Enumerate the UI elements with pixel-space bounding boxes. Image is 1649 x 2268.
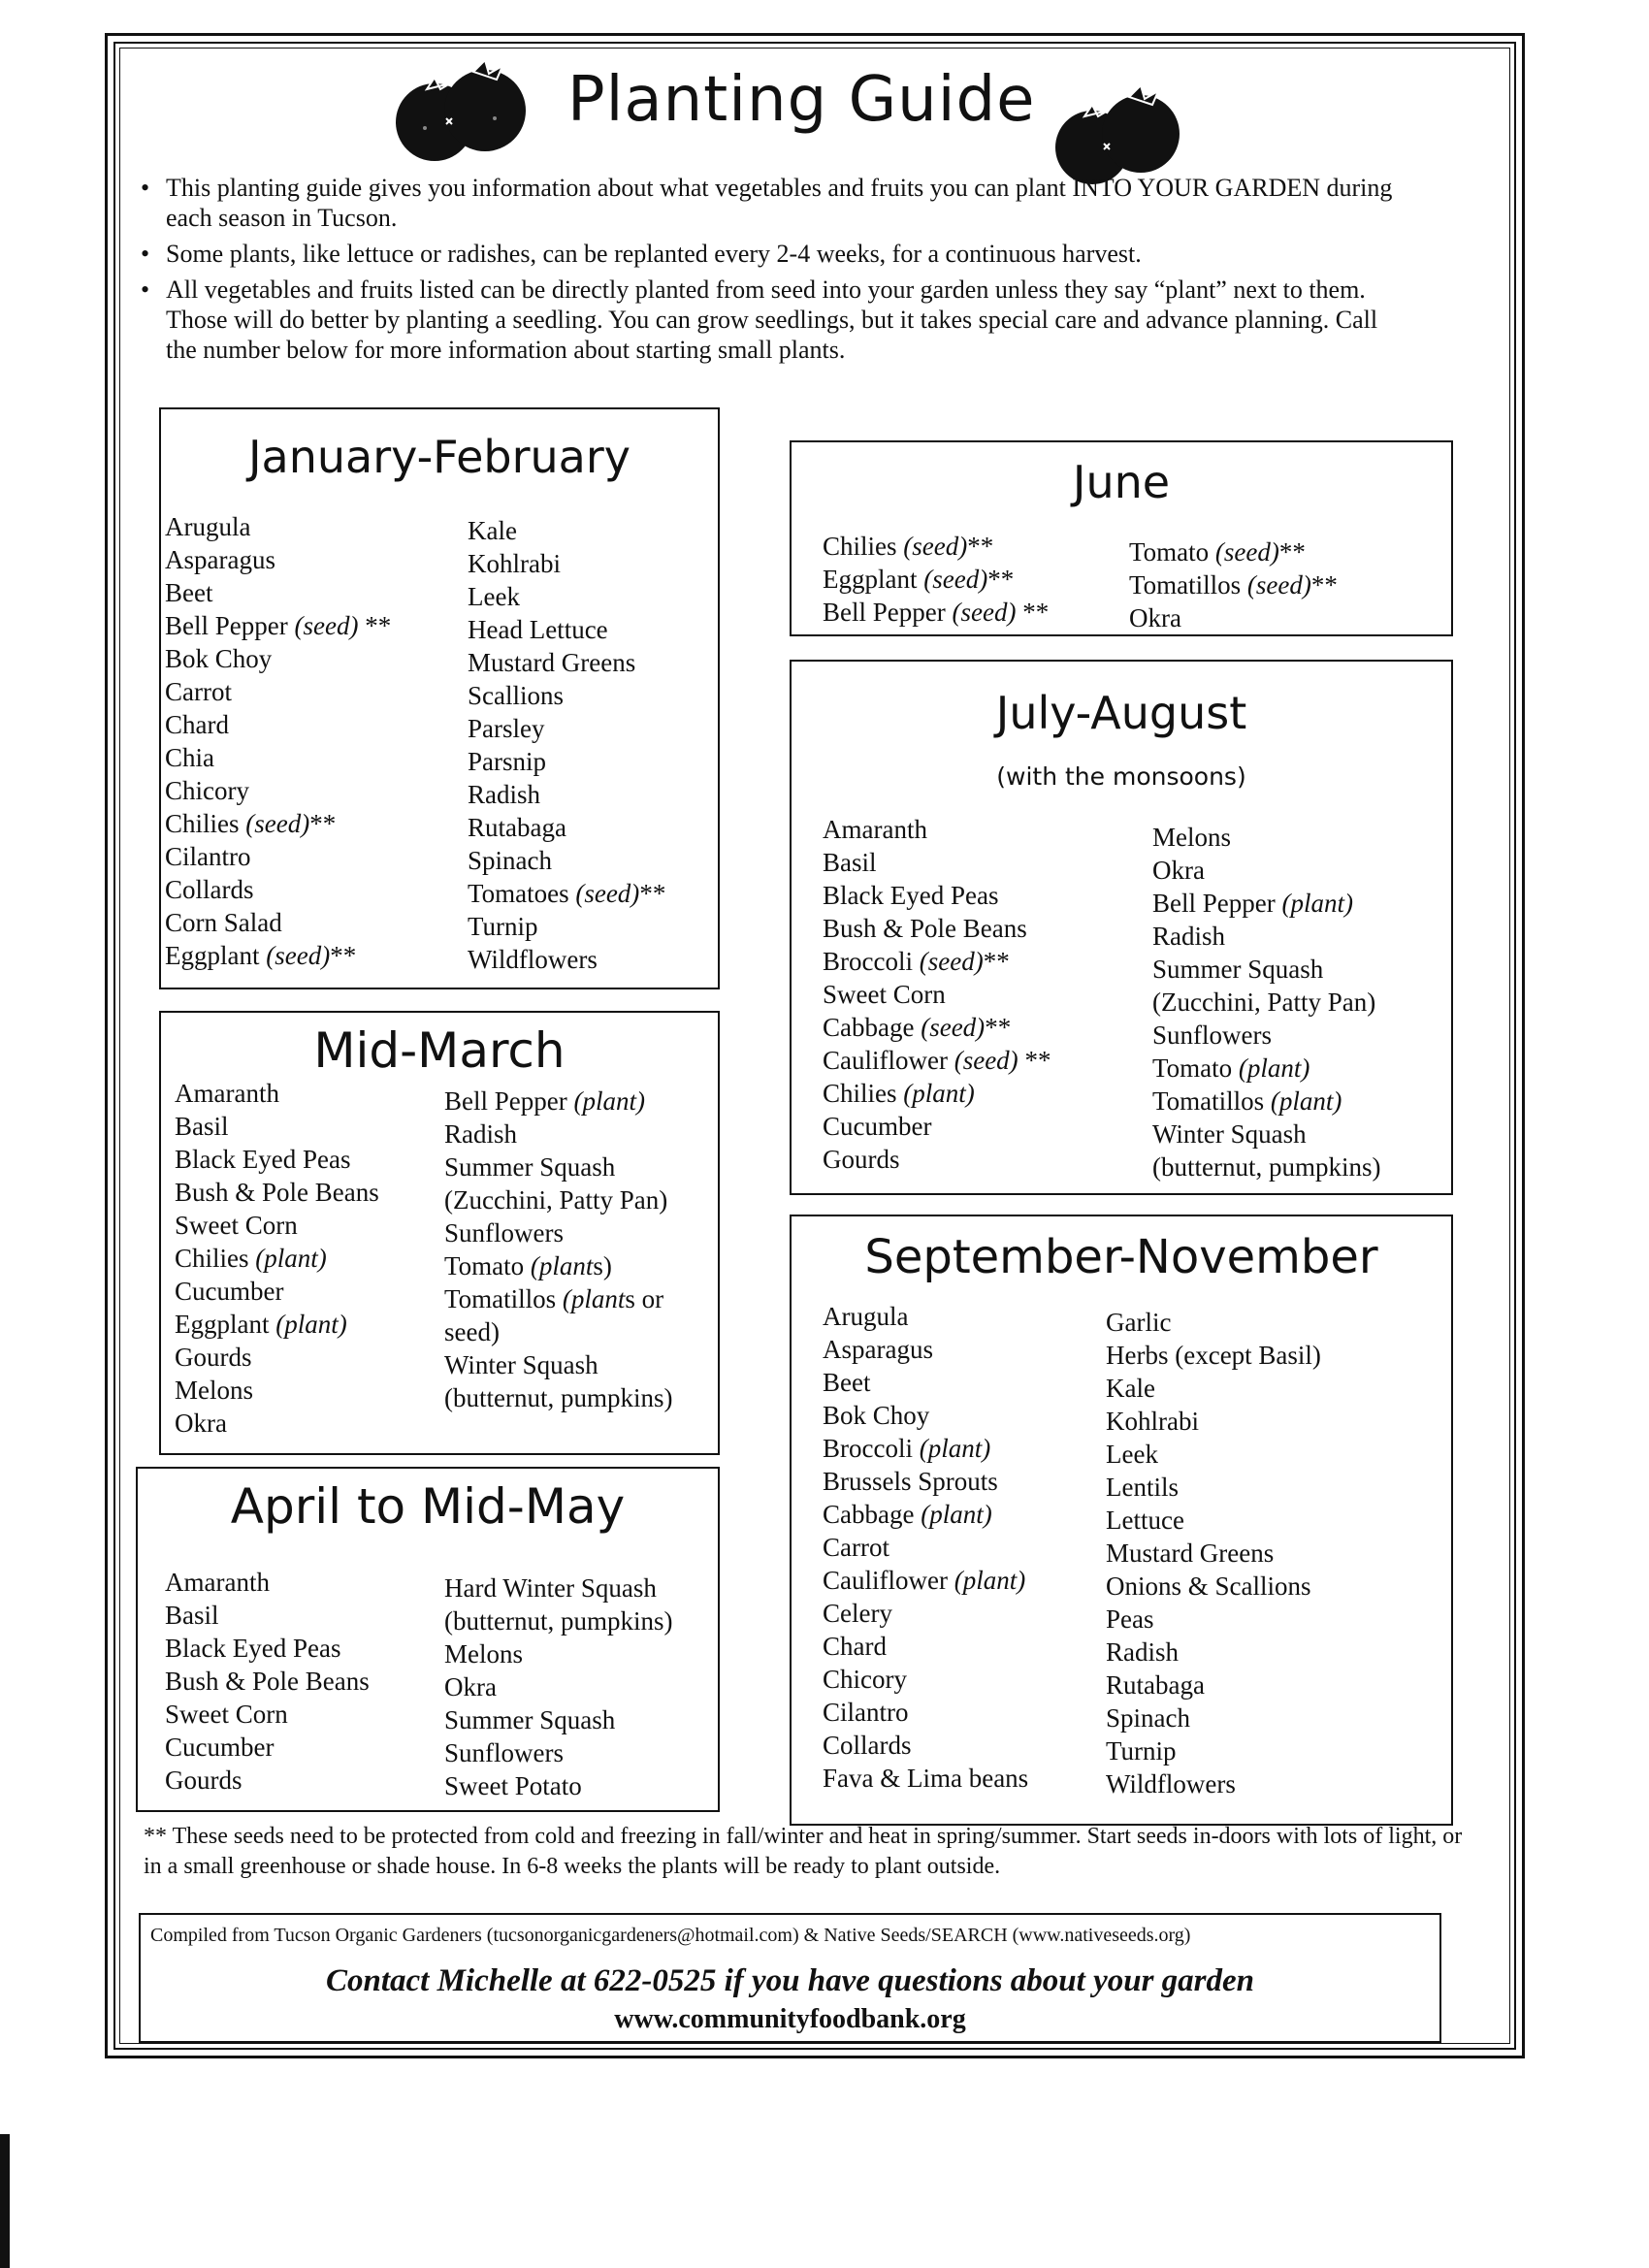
section-title: Mid-March (313, 1022, 566, 1079)
list-item: Leek (1106, 1440, 1158, 1469)
list-item: Radish (1106, 1637, 1180, 1667)
list-item: Cauliflower (plant) (823, 1566, 1026, 1595)
list-item: Sweet Corn (823, 980, 946, 1009)
list-item: Kale (1106, 1374, 1155, 1403)
list-item: Corn Salad (165, 908, 282, 937)
section-september-november (790, 1215, 1453, 1826)
list-item: Scallions (468, 681, 564, 710)
list-item: Kale (468, 516, 517, 545)
list-item: Okra (175, 1409, 227, 1438)
list-item: Melons (444, 1639, 523, 1669)
list-item: Winter Squash (1152, 1119, 1307, 1149)
list-item: Tomatillos (seed)** (1129, 570, 1338, 599)
plant-list (165, 510, 391, 972)
plant-list (823, 813, 1051, 1176)
list-item: Winter Squash (444, 1350, 598, 1379)
list-item: Chia (165, 743, 214, 772)
list-item: (Zucchini, Patty Pan) (444, 1185, 668, 1215)
contact-line: Contact Michelle at 622-0525 if you have questions about your garden (325, 1963, 1255, 1998)
list-item: Chicory (823, 1665, 907, 1694)
section-title: July-August (995, 687, 1247, 739)
list-item: (Zucchini, Patty Pan) (1152, 988, 1376, 1017)
list-item: Radish (468, 780, 541, 809)
list-item: Beet (165, 578, 213, 607)
list-item: Bell Pepper (plant) (1152, 889, 1353, 918)
list-item: Tomato (plants) (444, 1251, 612, 1280)
list-item: Amaranth (823, 815, 927, 844)
list-item: Garlic (1106, 1308, 1172, 1337)
plant-list (444, 1085, 672, 1414)
list-item: Gourds (165, 1766, 242, 1795)
list-item: seed) (444, 1317, 500, 1346)
list-item: Sweet Corn (165, 1700, 288, 1729)
plant-list (468, 514, 665, 976)
list-item: Hard Winter Squash (444, 1573, 657, 1603)
list-item: Eggplant (plant) (175, 1310, 347, 1339)
section-title: June (1072, 456, 1171, 508)
plant-list (823, 1300, 1028, 1795)
list-item: Okra (1152, 856, 1205, 885)
list-item: Cilantro (165, 842, 251, 871)
section-title: September-November (864, 1230, 1378, 1284)
list-item: Celery (823, 1599, 892, 1628)
scan-edge (0, 2134, 10, 2268)
section-title: April to Mid-May (230, 1478, 626, 1535)
list-item: Carrot (165, 677, 232, 706)
plant-list (444, 1571, 672, 1802)
list-item: Bush & Pole Beans (175, 1178, 379, 1207)
list-item: Parsnip (468, 747, 546, 776)
section-subtitle: (with the monsoons) (996, 762, 1246, 791)
list-item: Broccoli (plant) (823, 1434, 991, 1463)
list-item: Leek (468, 582, 520, 611)
list-item: Asparagus (823, 1335, 933, 1364)
list-item: Amaranth (175, 1079, 279, 1108)
list-item: Basil (823, 848, 877, 877)
list-item: Bell Pepper (seed) ** (165, 611, 392, 640)
list-item: Summer Squash (444, 1152, 616, 1182)
list-item: Melons (175, 1376, 253, 1405)
list-item: Carrot (823, 1533, 889, 1562)
list-item: Wildflowers (468, 945, 598, 974)
list-item: Fava & Lima beans (823, 1764, 1029, 1793)
list-item: Eggplant (seed)** (823, 565, 1015, 594)
list-item: Lentils (1106, 1473, 1179, 1502)
list-item: Chard (165, 710, 229, 739)
list-item: Bell Pepper (seed) ** (823, 598, 1050, 627)
list-item: Lettuce (1106, 1506, 1184, 1535)
list-item: Tomato (seed)** (1129, 537, 1306, 567)
intro-bullet: • Some plants, like lettuce or radishes, can be replanted every 2-4 weeks, for a continuous harvest. (141, 239, 1402, 269)
section-january-february (159, 407, 720, 989)
list-item: Kohlrabi (468, 549, 561, 578)
list-item: (butternut, pumpkins) (444, 1383, 673, 1412)
list-item: Brussels Sprouts (823, 1467, 998, 1496)
list-item: Eggplant (seed)** (165, 941, 357, 970)
list-item: Broccoli (seed)** (823, 947, 1010, 976)
list-item: Turnip (468, 912, 538, 941)
list-item: Melons (1152, 823, 1231, 852)
list-item: Gourds (823, 1145, 900, 1174)
list-item: Wildflowers (1106, 1769, 1236, 1798)
tomato-icon (388, 50, 534, 167)
list-item: Sunflowers (1152, 1021, 1272, 1050)
list-item: Mustard Greens (468, 648, 636, 677)
intro-bullet: • This planting guide gives you information about what vegetables and fruits you can plant INTO YOUR GARDEN during each season in Tucson. (141, 173, 1402, 233)
list-item: Cabbage (seed)** (823, 1013, 1012, 1042)
list-item: Spinach (468, 846, 552, 875)
section-june (790, 440, 1453, 636)
list-item: Chicory (165, 776, 249, 805)
list-item: Gourds (175, 1343, 252, 1372)
list-item: Bok Choy (823, 1401, 930, 1430)
list-item: Spinach (1106, 1703, 1190, 1733)
list-item: Tomatillos (plants or (444, 1284, 664, 1313)
list-item: Summer Squash (1152, 955, 1324, 984)
compiled-credit: Compiled from Tucson Organic Gardeners (tucsonorganicgardeners@hotmail.com) & Native Seeds/SEARCH (www.nativeseeds.org) (150, 1925, 1191, 1946)
list-item: Cauliflower (seed) ** (823, 1046, 1051, 1075)
list-item: (butternut, pumpkins) (1152, 1152, 1381, 1182)
list-item: Bell Pepper (plant) (444, 1086, 645, 1116)
list-item: Tomatoes (seed)** (468, 879, 666, 908)
list-item: Bush & Pole Beans (823, 914, 1027, 943)
footnote: ** These seeds need to be protected from cold and freezing in fall/winter and heat in spring/summer. Start seeds in-doors with lots of light, or in a small greenhouse or shade house. In 6-8 weeks the plants will be ready to plant outside. (144, 1824, 1463, 1879)
list-item: Sweet Potato (444, 1771, 582, 1800)
plant-list (823, 530, 1049, 629)
list-item: Beet (823, 1368, 871, 1397)
section-title: January-February (247, 431, 630, 483)
list-item: Okra (444, 1672, 497, 1701)
list-item: Head Lettuce (468, 615, 608, 644)
plant-list (1106, 1306, 1321, 1800)
list-item: Kohlrabi (1106, 1407, 1199, 1436)
plant-list (175, 1077, 379, 1440)
list-item: Rutabaga (1106, 1670, 1205, 1700)
list-item: Cabbage (plant) (823, 1500, 992, 1529)
list-item: Sunflowers (444, 1218, 564, 1247)
list-item: Asparagus (165, 545, 275, 574)
list-item: Okra (1129, 603, 1181, 632)
list-item: Summer Squash (444, 1705, 616, 1734)
list-item: Herbs (except Basil) (1106, 1341, 1321, 1370)
list-item: Black Eyed Peas (175, 1145, 351, 1174)
list-item: Rutabaga (468, 813, 566, 842)
website-link[interactable]: www.communityfoodbank.org (614, 2004, 966, 2034)
section-mid-march (159, 1011, 720, 1455)
list-item: (butternut, pumpkins) (444, 1606, 673, 1636)
list-item: Chilies (plant) (823, 1079, 975, 1108)
section-april-mid-may (136, 1467, 720, 1812)
list-item: Chilies (seed)** (165, 809, 337, 838)
list-item: Black Eyed Peas (165, 1634, 341, 1663)
list-item: Basil (175, 1112, 229, 1141)
list-item: Cilantro (823, 1698, 909, 1727)
list-item: Onions & Scallions (1106, 1571, 1311, 1601)
list-item: Peas (1106, 1604, 1154, 1634)
list-item: Arugula (823, 1302, 909, 1331)
list-item: Sweet Corn (175, 1211, 298, 1240)
list-item: Sunflowers (444, 1738, 564, 1767)
list-item: Parsley (468, 714, 545, 743)
list-item: Tomato (plant) (1152, 1053, 1310, 1083)
list-item: Radish (444, 1119, 518, 1149)
page-title: Planting Guide (567, 64, 1036, 136)
plant-list (1152, 821, 1380, 1183)
list-item: Bush & Pole Beans (165, 1667, 370, 1696)
intro-bullet: • All vegetables and fruits listed can be directly planted from seed into your garden unless they say “plant” next to them. Those will do better by planting a seedling. You can grow seedlings, but it takes special care and advance planning. Call the number below for more information about starting small plants. (141, 275, 1402, 365)
list-item: Cucumber (175, 1277, 284, 1306)
list-item: Collards (823, 1731, 912, 1760)
list-item: Chilies (plant) (175, 1244, 327, 1273)
list-item: Cucumber (823, 1112, 932, 1141)
list-item: Mustard Greens (1106, 1539, 1275, 1568)
list-item: Amaranth (165, 1568, 270, 1597)
list-item: Chard (823, 1632, 887, 1661)
list-item: Radish (1152, 922, 1226, 951)
list-item: Turnip (1106, 1736, 1177, 1766)
list-item: Collards (165, 875, 254, 904)
plant-list (1129, 535, 1338, 634)
list-item: Tomatillos (plant) (1152, 1086, 1342, 1116)
list-item: Black Eyed Peas (823, 881, 999, 910)
intro-bullets (141, 173, 1402, 371)
list-item: Chilies (seed)** (823, 532, 994, 561)
list-item: Bok Choy (165, 644, 273, 673)
plant-list (165, 1566, 370, 1797)
list-item: Basil (165, 1601, 219, 1630)
list-item: Cucumber (165, 1733, 275, 1762)
section-july-august (790, 660, 1453, 1195)
footer-box (139, 1913, 1441, 2043)
list-item: Arugula (165, 512, 251, 541)
